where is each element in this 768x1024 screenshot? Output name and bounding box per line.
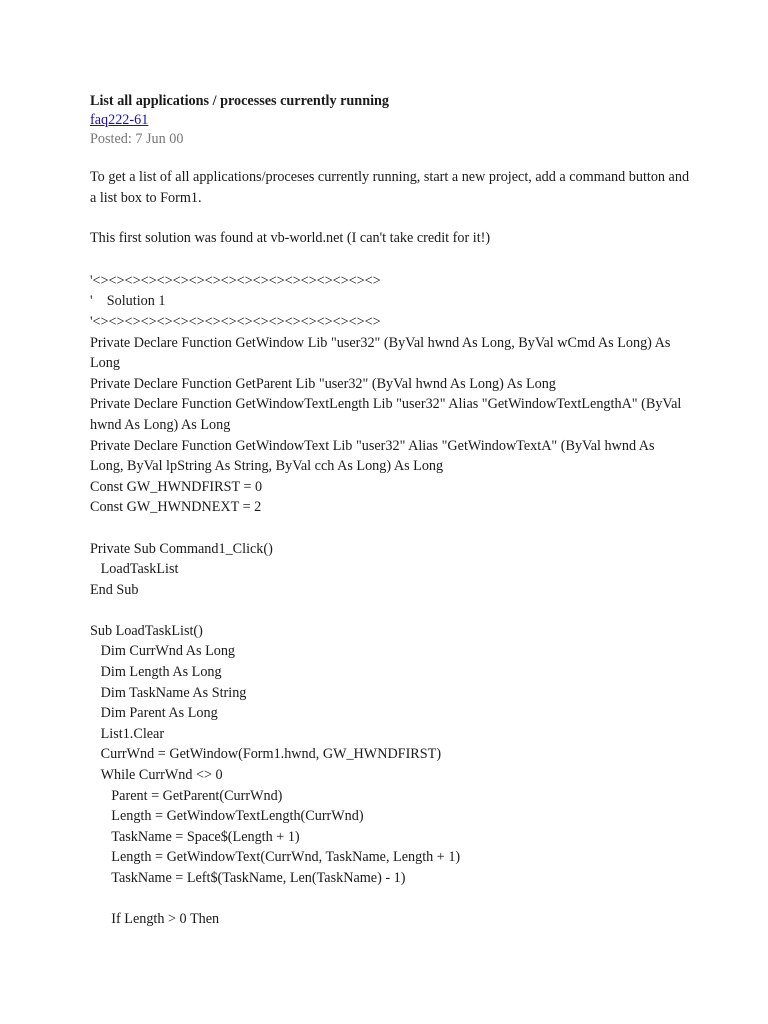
code-line bbox=[90, 518, 690, 539]
code-line: Dim CurrWnd As Long bbox=[90, 643, 236, 660]
code-line: Private Declare Function GetParent Lib "user32" (ByVal hwnd As Long) As Long bbox=[90, 375, 556, 392]
code-line: Dim Parent As Long bbox=[90, 705, 218, 722]
code-line: Length = GetWindowText(CurrWnd, TaskName, Length + 1) bbox=[90, 849, 461, 866]
code-line: End Sub bbox=[90, 581, 139, 598]
code-line: Const GW_HWNDFIRST = 0 bbox=[90, 478, 263, 495]
posted-date: Posted: 7 Jun 00 bbox=[90, 131, 184, 147]
code-line: Const GW_HWNDNEXT = 2 bbox=[90, 499, 262, 516]
code-line: TaskName = Left$(TaskName, Len(TaskName) - 1) bbox=[90, 870, 406, 886]
code-line: Private Declare Function GetWindowTextLength Lib "user32" Alias "GetWindowTextLengthA" (ByVal hwnd As Long) As Long bbox=[90, 396, 685, 433]
code-line: Parent = GetParent(CurrWnd) bbox=[90, 787, 283, 804]
code-line: '<><><><><><><><><><><><><><><><><><> bbox=[90, 313, 381, 330]
code-line: List1.Clear bbox=[90, 725, 165, 742]
code-line: TaskName = Space$(Length + 1) bbox=[90, 828, 300, 845]
code-line bbox=[90, 889, 690, 910]
code-block bbox=[90, 271, 690, 930]
code-line: CurrWnd = GetWindow(Form1.hwnd, GW_HWNDFIRST) bbox=[90, 746, 442, 763]
code-line: LoadTaskList bbox=[90, 561, 179, 578]
code-line bbox=[90, 600, 690, 621]
code-line: If Length > 0 Then bbox=[90, 911, 220, 928]
code-line: '<><><><><><><><><><><><><><><><><><> bbox=[90, 272, 381, 289]
faq-id-link[interactable]: faq222-61 bbox=[90, 112, 149, 128]
code-line: Dim Length As Long bbox=[90, 664, 222, 681]
document-page bbox=[90, 91, 690, 930]
code-line: Length = GetWindowTextLength(CurrWnd) bbox=[90, 808, 364, 825]
credit-paragraph: This first solution was found at vb-world.net (I can't take credit for it!) bbox=[90, 230, 491, 247]
code-line: While CurrWnd <> 0 bbox=[90, 767, 223, 784]
code-line: Sub LoadTaskList() bbox=[90, 622, 203, 639]
code-line: Private Declare Function GetWindow Lib "user32" (ByVal hwnd As Long, ByVal wCmd As Long) As Long bbox=[90, 334, 674, 372]
code-line: Dim TaskName As String bbox=[90, 684, 247, 701]
code-line: Private Declare Function GetWindowText Lib "user32" Alias "GetWindowTextA" (ByVal hwnd As Long, ByVal lpString As String, ByVal cch As Long) As Long bbox=[90, 437, 659, 475]
code-line: Private Sub Command1_Click() bbox=[90, 540, 273, 557]
article-title: List all applications / processes currently running bbox=[90, 93, 390, 109]
code-line: ' Solution 1 bbox=[90, 293, 166, 310]
intro-paragraph: To get a list of all applications/proceses currently running, start a new project, add a command button and a list box to Form1. bbox=[90, 169, 690, 206]
